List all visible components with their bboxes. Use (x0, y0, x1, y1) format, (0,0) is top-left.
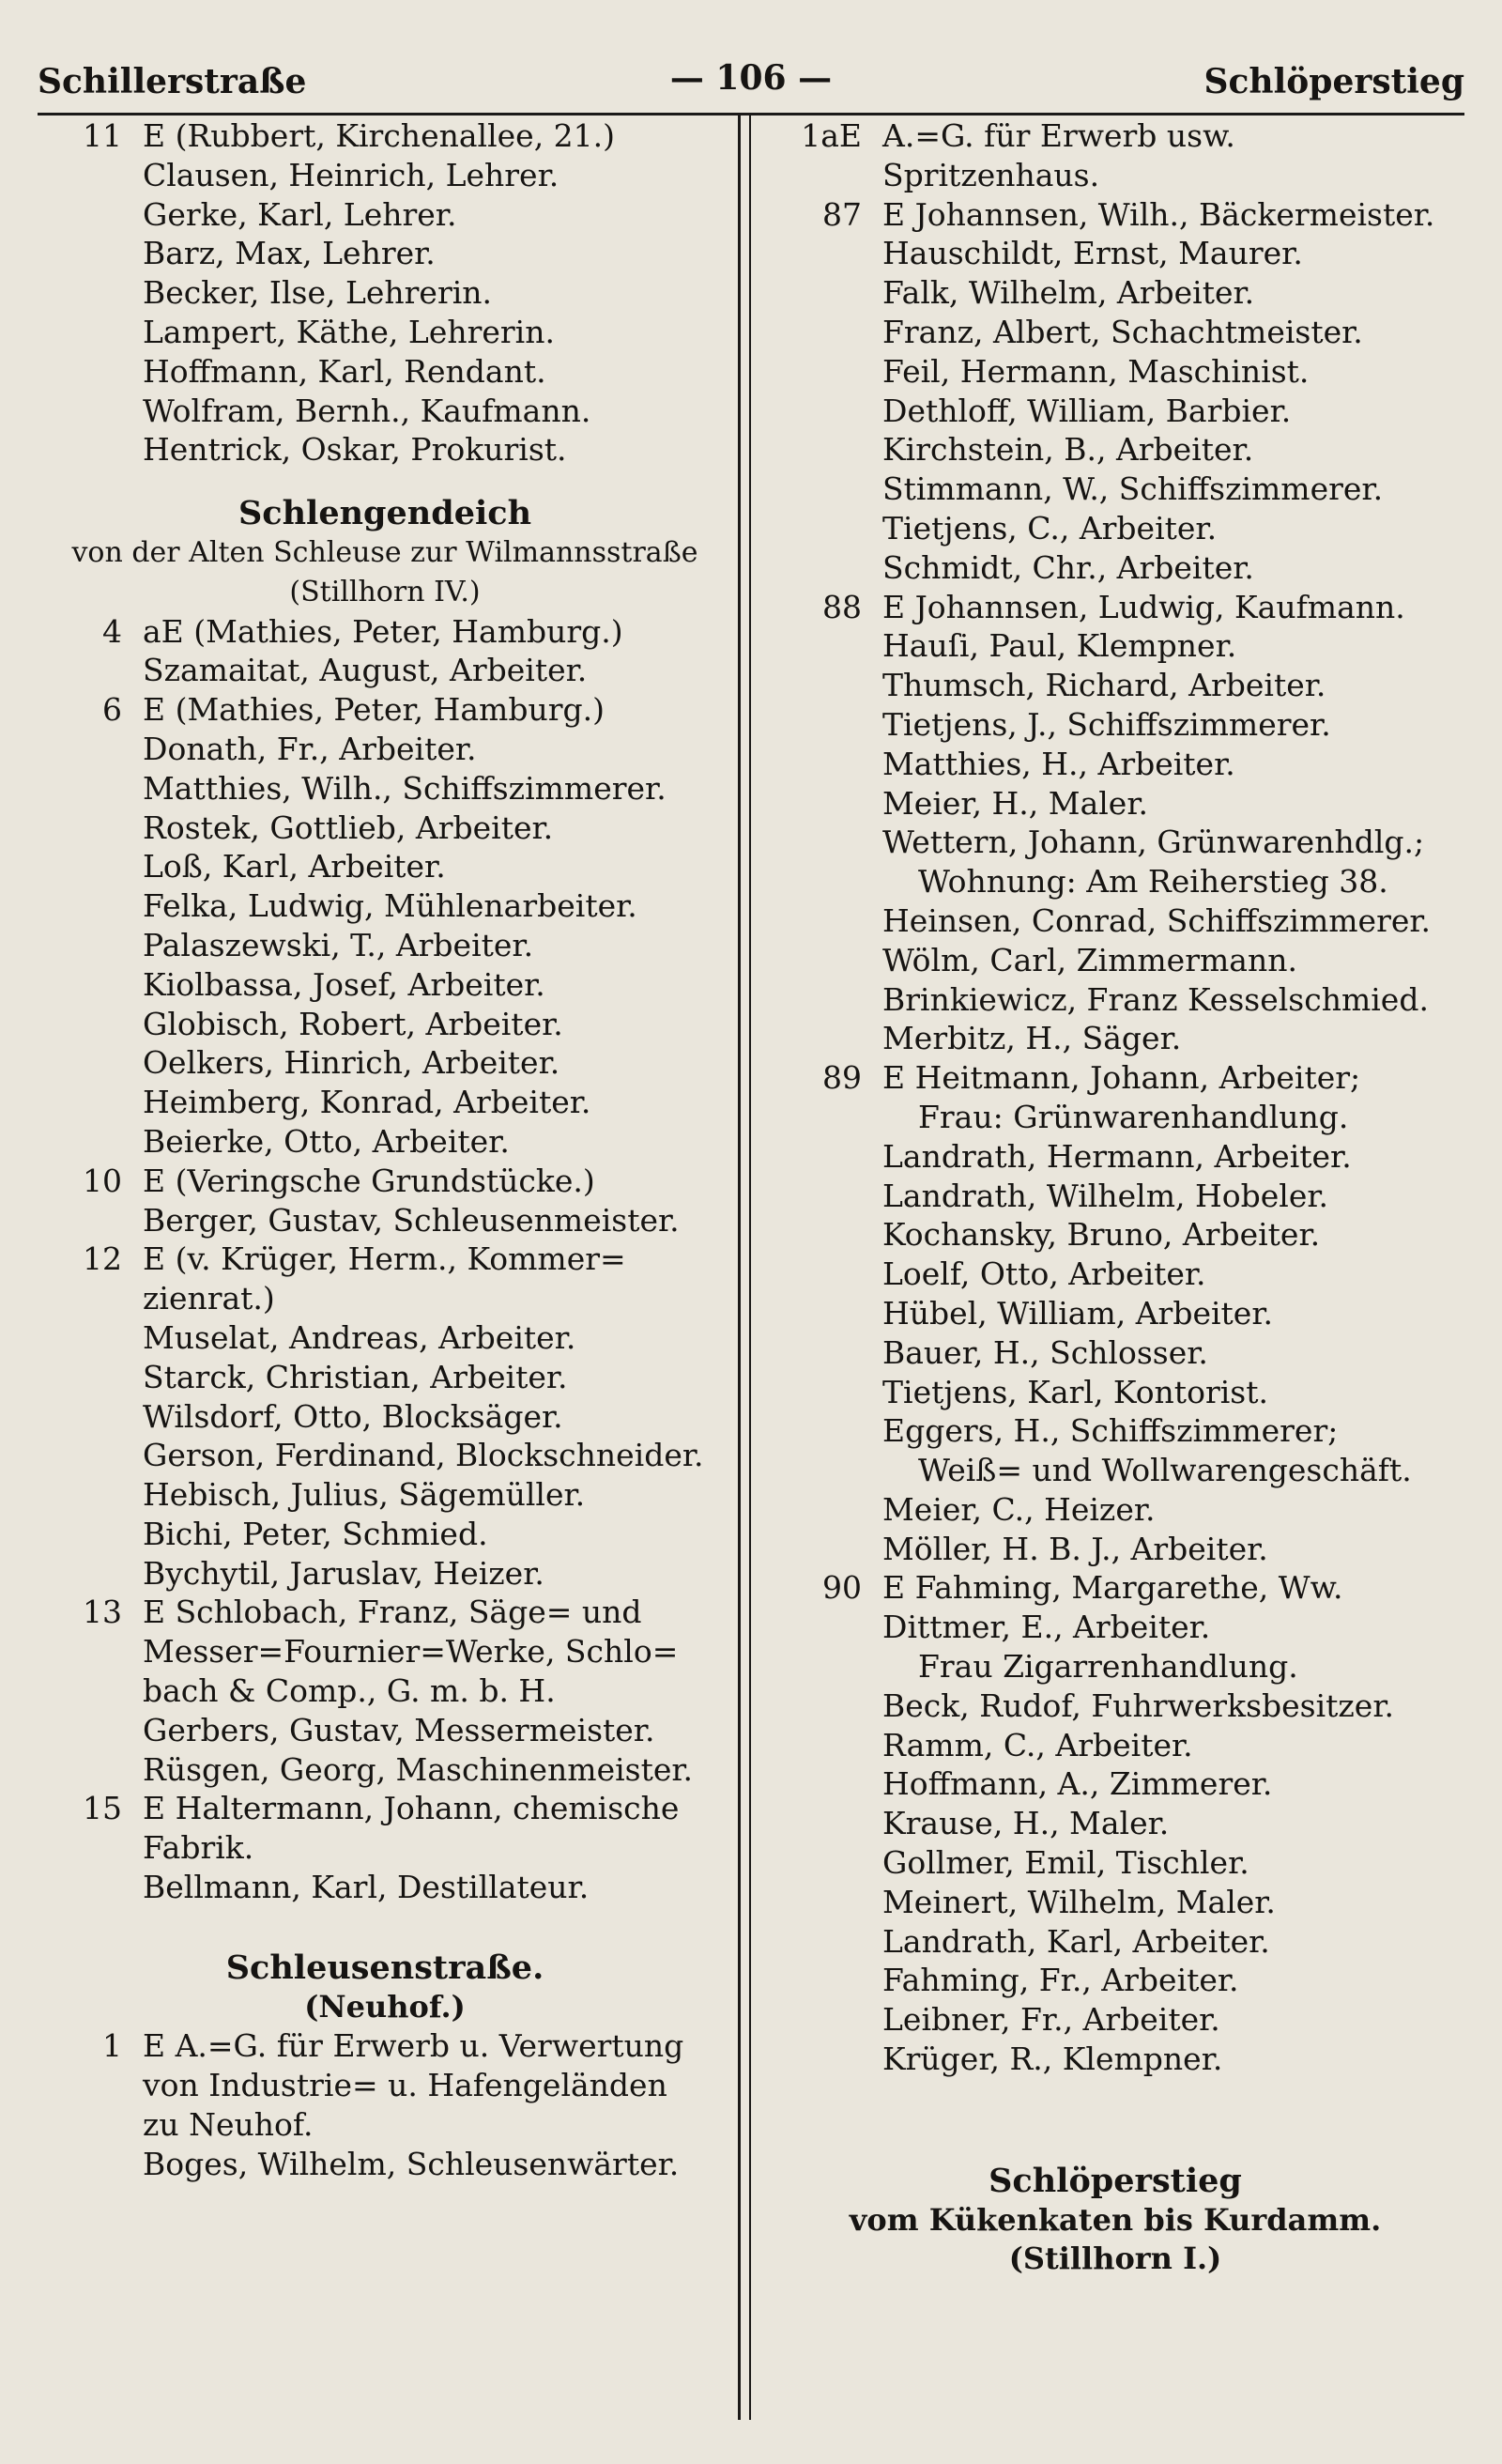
left-column (38, 116, 732, 2184)
entry-text: E Johannsen, Wilh., Bäckermeister. (882, 195, 1435, 233)
page-header (38, 49, 1464, 109)
entry-text: Globisch, Robert, Arbeiter. (143, 1005, 563, 1042)
entry-text: Bauer, H., Schlosser. (882, 1333, 1208, 1371)
directory-entry (777, 941, 1453, 980)
entry-text: Meier, C., Heizer. (882, 1490, 1156, 1528)
directory-entry (38, 1043, 732, 1083)
right-main-entries (777, 116, 1453, 2079)
entry-text: Clausen, Heinrich, Lehrer. (143, 156, 559, 193)
directory-entry (38, 690, 732, 730)
directory-entry (777, 352, 1453, 392)
directory-entry (38, 1162, 732, 1201)
directory-entry (777, 1333, 1453, 1373)
spacer (777, 2079, 1453, 2120)
directory-entry (38, 926, 732, 965)
directory-entry (38, 1318, 732, 1358)
directory-entry (777, 1726, 1453, 1765)
entry-text: Stimmann, W., Schiffszimmerer. (882, 470, 1384, 508)
entry-text: Gerson, Ferdinand, Blockschneider. (143, 1437, 704, 1474)
entry-text: Boges, Wilhelm, Schleusenwärter. (143, 2145, 680, 2182)
directory-entry (38, 769, 732, 808)
spacer (777, 2120, 1453, 2162)
section-title-schleusenstrasse: Schleusenstraße. (225, 1948, 544, 1987)
directory-entry (38, 1083, 732, 1122)
entry-text: Schmidt, Chr., Arbeiter. (882, 548, 1254, 586)
schleusenstrasse-entries (38, 2026, 732, 2183)
entry-text: E Haltermann, Johann, chemische (143, 1790, 680, 1827)
directory-entry (777, 1490, 1453, 1530)
spacer (38, 470, 732, 494)
directory-entry (38, 195, 732, 235)
entry-text: Barz, Max, Lehrer. (143, 235, 436, 272)
directory-entry (38, 730, 732, 769)
running-head-right: Schlöperstieg (1203, 62, 1464, 101)
entry-text: Hauschildt, Ernst, Maurer. (882, 235, 1303, 272)
directory-entry (777, 2040, 1453, 2079)
entry-text: E (Rubbert, Kirchenallee, 21.) (143, 117, 616, 154)
entry-text: Tietjens, J., Schiffszimmerer. (882, 705, 1331, 743)
entry-text: E (Veringsche Grundstücke.) (143, 1162, 595, 1199)
directory-entry (777, 273, 1453, 313)
entry-text: Dethloff, William, Barbier. (882, 392, 1292, 429)
entry-text: Muselat, Andreas, Arbeiter. (143, 1318, 576, 1356)
entry-text: Hoffmann, Karl, Rendant. (143, 352, 546, 390)
entry-text: Messer=Fournier=Werke, Schlo= (143, 1633, 679, 1671)
directory-entry (38, 1593, 732, 1632)
entry-text: A.=G. für Erwerb usw. (882, 117, 1235, 154)
entry-text: Dittmer, E., Arbeiter. (882, 1609, 1211, 1646)
section-title-schlengendeich: Schlengendeich (238, 494, 532, 533)
entry-text: Gerke, Karl, Lehrer. (143, 195, 457, 233)
entry-text: Beierke, Otto, Arbeiter. (143, 1122, 510, 1160)
directory-entry (38, 1632, 732, 1671)
entry-text: Tietjens, C., Arbeiter. (882, 509, 1218, 547)
entry-text: Krause, H., Maler. (882, 1805, 1170, 1842)
section-district-schleusenstrasse: (Neuhof.) (304, 1988, 466, 2025)
header-rule (38, 113, 1464, 116)
running-head-left: Schillerstraße (38, 62, 307, 101)
directory-entry (777, 1098, 1453, 1137)
directory-entry (777, 116, 1453, 156)
directory-entry (777, 1883, 1453, 1922)
directory-entry (38, 1868, 732, 1907)
directory-entry (38, 2066, 732, 2105)
entry-text: Hebisch, Julius, Sägemüller. (143, 1476, 586, 1514)
directory-entry (777, 1058, 1453, 1098)
directory-entry (38, 1750, 732, 1790)
directory-entry (777, 1647, 1453, 1686)
directory-entry (777, 1961, 1453, 2000)
directory-entry (38, 352, 732, 392)
entry-text: Weiß= und Wollwarengeschäft. (918, 1452, 1412, 1489)
directory-entry (777, 705, 1453, 745)
entry-text: Kiolbassa, Josef, Arbeiter. (143, 965, 545, 1003)
directory-entry (38, 1358, 732, 1397)
directory-entry (38, 2145, 732, 2184)
directory-entry (777, 1568, 1453, 1608)
directory-entry (38, 2026, 732, 2066)
entry-text: E Johannsen, Ludwig, Kaufmann. (882, 588, 1405, 625)
directory-entry (777, 1177, 1453, 1216)
entry-text: bach & Comp., G. m. b. H. (143, 1672, 556, 1710)
entry-text: Rostek, Gottlieb, Arbeiter. (143, 808, 554, 846)
directory-entry (777, 234, 1453, 273)
directory-entry (777, 626, 1453, 666)
house-number: 15 (83, 1790, 122, 1827)
entry-text: Landrath, Karl, Arbeiter. (882, 1922, 1270, 1960)
entry-text: Matthies, H., Arbeiter. (882, 745, 1235, 782)
directory-entry (777, 666, 1453, 705)
entry-text: E (Mathies, Peter, Hamburg.) (143, 691, 605, 729)
house-number: 4 (102, 612, 122, 650)
entry-text: Gollmer, Emil, Tischler. (882, 1844, 1249, 1882)
directory-entry (38, 1789, 732, 1828)
directory-entry (777, 588, 1453, 627)
entry-text: E Fahming, Margarethe, Ww. (882, 1569, 1343, 1607)
directory-entry (777, 509, 1453, 548)
spacer (38, 1907, 732, 1948)
directory-entry (38, 1240, 732, 1279)
directory-entry (38, 1201, 732, 1240)
directory-entry (777, 392, 1453, 431)
directory-entry (38, 1397, 732, 1437)
entry-text: Kirchstein, B., Arbeiter. (882, 431, 1254, 469)
entry-text: Felka, Ludwig, Mühlenarbeiter. (143, 887, 637, 925)
house-number: 1aE (801, 117, 862, 154)
entry-text: Starck, Christian, Arbeiter. (143, 1358, 568, 1395)
section-district-schloeperstieg: (Stillhorn I.) (1008, 2241, 1222, 2277)
directory-entry (777, 1137, 1453, 1177)
directory-entry (38, 1475, 732, 1515)
section-subtitle-schlengendeich: von der Alten Schleuse zur Wilmannsstraße (71, 535, 698, 569)
house-number: 11 (83, 117, 122, 154)
house-number: 89 (822, 1059, 862, 1097)
entry-text: Loß, Karl, Arbeiter. (143, 848, 446, 886)
directory-entry (777, 1608, 1453, 1647)
house-number: 12 (83, 1240, 122, 1278)
entry-text: Oelkers, Hinrich, Arbeiter. (143, 1044, 560, 1082)
entry-text: aE (Mathies, Peter, Hamburg.) (143, 612, 623, 650)
entry-text: Hentrick, Oskar, Prokurist. (143, 431, 567, 469)
section-title-schloeperstieg: Schlöperstieg (989, 2161, 1242, 2200)
entry-text: Wolfram, Bernh., Kaufmann. (143, 392, 591, 429)
entry-text: Rüsgen, Georg, Maschinenmeister. (143, 1750, 694, 1788)
directory-entry (777, 1373, 1453, 1412)
directory-entry (777, 1019, 1453, 1058)
entry-text: Meier, H., Maler. (882, 784, 1148, 822)
entry-text: Bellmann, Karl, Destillateur. (143, 1869, 590, 1906)
directory-entry (777, 1215, 1453, 1255)
directory-entry (38, 1515, 732, 1554)
entry-text: Landrath, Hermann, Arbeiter. (882, 1137, 1352, 1175)
entry-text: Meinert, Wilhelm, Maler. (882, 1883, 1276, 1920)
house-number: 90 (822, 1569, 862, 1607)
entry-text: Landrath, Wilhelm, Hobeler. (882, 1177, 1328, 1214)
entry-text: Heimberg, Konrad, Arbeiter. (143, 1084, 591, 1121)
entry-text: Spritzenhaus. (882, 156, 1100, 193)
entry-text: E (v. Krüger, Herm., Kommer= (143, 1240, 626, 1278)
house-number: 88 (822, 588, 862, 625)
page-number: — 106 — (669, 58, 833, 98)
entry-text: Berger, Gustav, Schleusenmeister. (143, 1201, 680, 1239)
entry-text: Eggers, H., Schiffszimmerer; (882, 1412, 1339, 1450)
house-number: 13 (83, 1594, 122, 1631)
entry-text: Gerbers, Gustav, Messermeister. (143, 1711, 655, 1748)
entry-text: Matthies, Wilh., Schiffszimmerer. (143, 769, 667, 807)
directory-entry (38, 156, 732, 195)
directory-entry (38, 965, 732, 1005)
entry-text: Loelf, Otto, Arbeiter. (882, 1255, 1206, 1293)
directory-entry (777, 470, 1453, 509)
entry-text: Merbitz, H., Säger. (882, 1020, 1182, 1057)
directory-entry (777, 548, 1453, 588)
entry-text: Becker, Ilse, Lehrerin. (143, 274, 493, 312)
directory-entry (38, 234, 732, 273)
house-number: 6 (102, 691, 122, 729)
entry-text: Ramm, C., Arbeiter. (882, 1726, 1193, 1763)
right-column (777, 116, 1453, 2279)
directory-entry (777, 1294, 1453, 1333)
entry-text: von Industrie= u. Hafengeländen (143, 2067, 667, 2104)
directory-entry (38, 1279, 732, 1318)
directory-entry (777, 1843, 1453, 1883)
directory-entry (777, 1922, 1453, 1962)
entry-text: Falk, Wilhelm, Arbeiter. (882, 274, 1255, 312)
directory-entry (777, 1451, 1453, 1490)
entry-text: Wölm, Carl, Zimmermann. (882, 941, 1297, 978)
directory-entry (38, 2105, 732, 2145)
entry-text: E Heitmann, Johann, Arbeiter; (882, 1059, 1361, 1097)
section-district-schlengendeich: (Stillhorn IV.) (289, 575, 481, 608)
entry-text: Bychytil, Jaruslav, Heizer. (143, 1554, 544, 1592)
entry-text: Thumsch, Richard, Arbeiter. (882, 667, 1326, 704)
directory-entry (777, 901, 1453, 941)
directory-entry (38, 808, 732, 848)
directory-entry (38, 1005, 732, 1044)
directory-entry (777, 980, 1453, 1020)
house-number: 10 (83, 1162, 122, 1199)
entry-text: Bichi, Peter, Schmied. (143, 1515, 488, 1552)
directory-entry (777, 156, 1453, 195)
directory-entry (777, 1686, 1453, 1726)
entry-text: Beck, Rudof, Fuhrwerksbesitzer. (882, 1686, 1394, 1724)
entry-text: Franz, Albert, Schachtmeister. (882, 313, 1363, 350)
entry-text: Krüger, R., Klempner. (882, 2040, 1223, 2078)
entry-text: Hauſi, Paul, Klempner. (882, 627, 1237, 665)
entry-text: Fahming, Fr., Arbeiter. (882, 1962, 1239, 1999)
entry-text: Heinsen, Conrad, Schiffszimmerer. (882, 901, 1432, 939)
entry-text: Brinkiewicz, Franz Kesselschmied. (882, 980, 1429, 1018)
directory-entry (38, 116, 732, 156)
directory-entry (777, 1764, 1453, 1804)
directory-entry (38, 430, 732, 470)
directory-entry (777, 1530, 1453, 1569)
schlengendeich-entries (38, 612, 732, 1907)
entry-text: Frau: Grünwarenhandlung. (918, 1098, 1349, 1135)
directory-entry (38, 1554, 732, 1594)
directory-entry (38, 612, 732, 652)
directory-entry (777, 1411, 1453, 1451)
entry-text: Hübel, William, Arbeiter. (882, 1294, 1273, 1332)
directory-entry (38, 1828, 732, 1868)
directory-entry (38, 651, 732, 690)
entry-text: Szamaitat, August, Arbeiter. (143, 652, 588, 689)
directory-entry (38, 313, 732, 352)
directory-entry (777, 823, 1453, 862)
house-number: 87 (822, 195, 862, 233)
entry-text: Fabrik. (143, 1829, 254, 1867)
entry-text: Tietjens, Karl, Kontorist. (882, 1373, 1268, 1410)
directory-entry (38, 847, 732, 886)
entry-text: Frau Zigarrenhandlung. (918, 1648, 1298, 1686)
entry-text: Wettern, Johann, Grünwarenhdlg.; (882, 824, 1425, 861)
column-divider-inner (749, 115, 751, 2420)
entry-text: E A.=G. für Erwerb u. Verwertung (143, 2027, 684, 2065)
left-top-entries (38, 116, 732, 470)
entry-text: zienrat.) (143, 1280, 275, 1317)
entry-text: Wilsdorf, Otto, Blocksäger. (143, 1397, 563, 1435)
directory-entry (777, 313, 1453, 352)
entry-text: Leibner, Fr., Arbeiter. (882, 2001, 1220, 2039)
directory-entry (777, 862, 1453, 901)
entry-text: Möller, H. B. J., Arbeiter. (882, 1530, 1268, 1567)
directory-entry (38, 273, 732, 313)
entry-text: Hoffmann, A., Zimmerer. (882, 1765, 1273, 1803)
directory-entry (38, 1436, 732, 1475)
column-divider (738, 115, 741, 2420)
directory-entry (777, 784, 1453, 824)
entry-text: Kochansky, Bruno, Arbeiter. (882, 1216, 1321, 1254)
directory-entry (777, 745, 1453, 784)
directory-entry (38, 1122, 732, 1162)
directory-entry (777, 195, 1453, 235)
entry-text: Wohnung: Am Reiherstieg 38. (918, 863, 1388, 901)
directory-entry (38, 886, 732, 926)
entry-text: Lampert, Käthe, Lehrerin. (143, 313, 555, 350)
entry-text: zu Neuhof. (143, 2106, 314, 2144)
directory-entry (38, 392, 732, 431)
entry-text: Palaszewski, T., Arbeiter. (143, 926, 534, 963)
entry-text: Feil, Hermann, Maschinist. (882, 352, 1310, 390)
directory-entry (38, 1711, 732, 1750)
entry-text: Donath, Fr., Arbeiter. (143, 730, 477, 767)
directory-entry (777, 2000, 1453, 2040)
directory-entry (38, 1671, 732, 1711)
section-subtitle-schloeperstieg: vom Kükenkaten bis Kurdamm. (849, 2201, 1382, 2238)
house-number: 1 (102, 2027, 122, 2065)
directory-entry (777, 1255, 1453, 1294)
entry-text: E Schlobach, Franz, Säge= und (143, 1594, 642, 1631)
directory-entry (777, 1804, 1453, 1843)
directory-entry (777, 430, 1453, 470)
